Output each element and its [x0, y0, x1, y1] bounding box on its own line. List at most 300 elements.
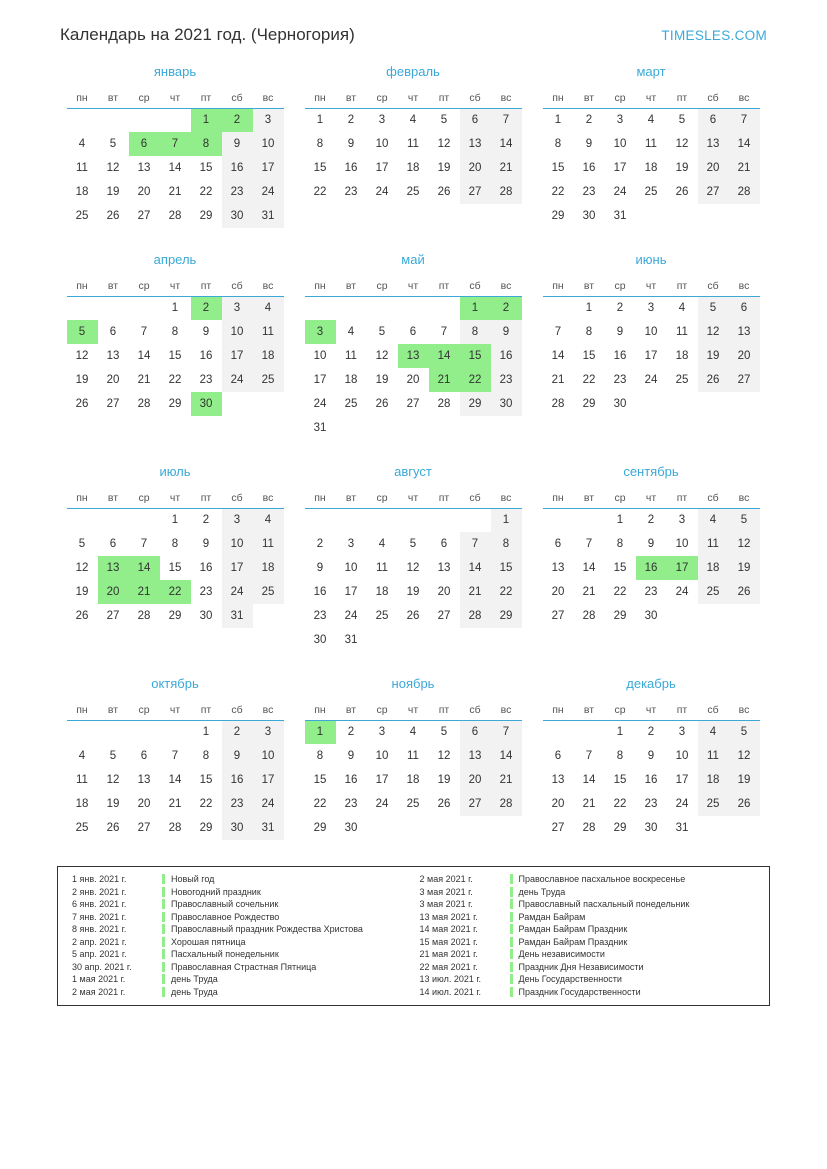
day-cell[interactable]: 31	[675, 822, 689, 834]
day-cell[interactable]: 10	[613, 138, 627, 150]
day-cell[interactable]: 12	[437, 138, 451, 150]
day-cell-weekend[interactable]: 26	[729, 792, 760, 816]
day-cell[interactable]: 3	[678, 514, 686, 527]
day-cell[interactable]: 12	[675, 138, 689, 150]
day-cell[interactable]: 21	[168, 186, 182, 198]
day-cell[interactable]: 28	[137, 398, 151, 410]
day-cell[interactable]: 10	[675, 538, 689, 550]
day-cell[interactable]: 30	[313, 634, 327, 646]
day-cell[interactable]: 13	[106, 350, 120, 362]
day-cell[interactable]: 1	[316, 114, 324, 127]
day-cell[interactable]: 16	[199, 350, 213, 362]
day-cell[interactable]: 2	[585, 114, 593, 127]
day-cell[interactable]: 23	[199, 374, 213, 386]
day-cell[interactable]: 26	[75, 398, 89, 410]
day-cell[interactable]: 12	[75, 562, 89, 574]
day-cell-weekend[interactable]: 12	[729, 744, 760, 768]
day-cell[interactable]: 19	[437, 774, 451, 786]
day-cell[interactable]: 16	[613, 350, 627, 362]
day-cell[interactable]: 14	[551, 350, 565, 362]
day-cell-holiday[interactable]: 17	[667, 556, 698, 580]
day-cell[interactable]: 10	[644, 326, 658, 338]
day-cell-weekend[interactable]: 16	[491, 344, 522, 368]
day-cell[interactable]: 13	[437, 562, 451, 574]
day-cell[interactable]: 14	[582, 774, 596, 786]
day-cell[interactable]: 23	[613, 374, 627, 386]
day-cell[interactable]: 24	[344, 610, 358, 622]
day-cell[interactable]: 11	[76, 774, 88, 786]
day-cell[interactable]: 6	[140, 750, 148, 762]
day-cell-weekend[interactable]: 31	[253, 816, 284, 840]
day-cell[interactable]: 23	[344, 186, 358, 198]
day-cell-holiday[interactable]: 15	[460, 344, 491, 368]
day-cell[interactable]: 8	[171, 326, 179, 338]
day-cell[interactable]: 26	[406, 610, 420, 622]
day-cell-holiday[interactable]: 5	[67, 320, 98, 344]
day-cell[interactable]: 27	[137, 822, 151, 834]
day-cell[interactable]: 3	[647, 302, 655, 315]
day-cell[interactable]: 23	[199, 586, 213, 598]
day-cell[interactable]: 26	[106, 210, 120, 222]
day-cell[interactable]: 14	[582, 562, 596, 574]
day-cell-holiday[interactable]: 2	[491, 296, 522, 320]
day-cell[interactable]: 21	[137, 374, 151, 386]
day-cell-weekend[interactable]: 25	[698, 792, 729, 816]
day-cell-weekend[interactable]: 15	[491, 556, 522, 580]
day-cell[interactable]: 29	[613, 822, 627, 834]
day-cell[interactable]: 9	[347, 138, 355, 150]
day-cell[interactable]: 15	[313, 162, 327, 174]
day-cell-weekend[interactable]: 14	[460, 556, 491, 580]
day-cell[interactable]: 5	[109, 138, 117, 150]
day-cell[interactable]: 29	[613, 610, 627, 622]
day-cell[interactable]: 26	[437, 186, 451, 198]
day-cell-weekend[interactable]: 30	[222, 204, 253, 228]
day-cell[interactable]: 19	[106, 186, 120, 198]
day-cell-weekend[interactable]: 5	[729, 508, 760, 532]
day-cell[interactable]: 18	[406, 162, 420, 174]
day-cell[interactable]: 6	[109, 326, 117, 338]
day-cell-weekend[interactable]: 22	[491, 580, 522, 604]
day-cell-holiday[interactable]: 20	[98, 580, 129, 604]
day-cell[interactable]: 6	[109, 538, 117, 550]
day-cell[interactable]: 8	[554, 138, 562, 150]
day-cell[interactable]: 16	[344, 774, 358, 786]
day-cell-holiday[interactable]: 14	[429, 344, 460, 368]
day-cell[interactable]: 25	[675, 374, 689, 386]
day-cell-weekend[interactable]: 6	[698, 108, 729, 132]
day-cell-weekend[interactable]: 8	[491, 532, 522, 556]
day-cell-weekend[interactable]: 14	[729, 132, 760, 156]
day-cell[interactable]: 11	[76, 162, 88, 174]
day-cell-weekend[interactable]: 1	[491, 508, 522, 532]
day-cell[interactable]: 28	[551, 398, 565, 410]
day-cell-weekend[interactable]: 4	[698, 508, 729, 532]
day-cell[interactable]: 23	[313, 610, 327, 622]
day-cell-weekend[interactable]: 14	[491, 132, 522, 156]
day-cell[interactable]: 10	[313, 350, 327, 362]
day-cell[interactable]: 7	[440, 326, 448, 338]
day-cell[interactable]: 10	[344, 562, 358, 574]
day-cell[interactable]: 26	[675, 186, 689, 198]
day-cell-weekend[interactable]: 6	[460, 720, 491, 744]
day-cell[interactable]: 4	[409, 726, 417, 739]
day-cell-weekend[interactable]: 4	[253, 296, 284, 320]
day-cell[interactable]: 1	[171, 514, 179, 527]
day-cell-holiday[interactable]: 3	[305, 320, 336, 344]
day-cell[interactable]: 5	[409, 538, 417, 550]
day-cell[interactable]: 8	[316, 750, 324, 762]
day-cell[interactable]: 6	[554, 538, 562, 550]
day-cell[interactable]: 12	[75, 350, 89, 362]
day-cell[interactable]: 18	[344, 374, 358, 386]
day-cell[interactable]: 17	[644, 350, 658, 362]
day-cell[interactable]: 16	[199, 562, 213, 574]
day-cell[interactable]: 18	[75, 798, 89, 810]
day-cell[interactable]: 22	[582, 374, 596, 386]
day-cell[interactable]: 9	[347, 750, 355, 762]
day-cell[interactable]: 18	[75, 186, 89, 198]
day-cell[interactable]: 28	[582, 822, 596, 834]
day-cell-weekend[interactable]: 20	[729, 344, 760, 368]
day-cell-weekend[interactable]: 29	[491, 604, 522, 628]
day-cell-weekend[interactable]: 20	[698, 156, 729, 180]
day-cell-weekend[interactable]: 5	[729, 720, 760, 744]
day-cell-weekend[interactable]: 3	[222, 508, 253, 532]
day-cell[interactable]: 24	[375, 186, 389, 198]
day-cell[interactable]: 15	[613, 562, 627, 574]
day-cell[interactable]: 9	[202, 326, 210, 338]
day-cell[interactable]: 11	[645, 138, 657, 150]
day-cell-weekend[interactable]: 16	[222, 768, 253, 792]
day-cell-weekend[interactable]: 10	[222, 320, 253, 344]
day-cell[interactable]: 1	[171, 302, 179, 315]
day-cell[interactable]: 29	[199, 822, 213, 834]
day-cell[interactable]: 20	[551, 798, 565, 810]
day-cell[interactable]: 29	[168, 398, 182, 410]
day-cell-holiday[interactable]: 22	[460, 368, 491, 392]
day-cell[interactable]: 25	[406, 186, 420, 198]
day-cell[interactable]: 4	[347, 326, 355, 338]
day-cell[interactable]: 11	[407, 138, 419, 150]
day-cell[interactable]: 26	[437, 798, 451, 810]
day-cell[interactable]: 24	[644, 374, 658, 386]
day-cell-holiday[interactable]: 21	[429, 368, 460, 392]
day-cell[interactable]: 17	[313, 374, 327, 386]
day-cell[interactable]: 24	[375, 798, 389, 810]
day-cell[interactable]: 3	[378, 114, 386, 127]
day-cell[interactable]: 16	[344, 162, 358, 174]
day-cell[interactable]: 30	[199, 610, 213, 622]
day-cell[interactable]: 2	[316, 538, 324, 550]
day-cell-weekend[interactable]: 9	[222, 744, 253, 768]
day-cell-holiday[interactable]: 1	[460, 296, 491, 320]
day-cell-weekend[interactable]: 30	[491, 392, 522, 416]
day-cell[interactable]: 27	[106, 398, 120, 410]
day-cell[interactable]: 29	[199, 210, 213, 222]
day-cell[interactable]: 10	[375, 138, 389, 150]
day-cell[interactable]: 24	[613, 186, 627, 198]
day-cell[interactable]: 30	[613, 398, 627, 410]
day-cell-weekend[interactable]: 24	[222, 368, 253, 392]
day-cell-weekend[interactable]: 21	[491, 768, 522, 792]
day-cell[interactable]: 12	[106, 162, 120, 174]
day-cell-holiday[interactable]: 1	[191, 108, 222, 132]
day-cell-weekend[interactable]: 25	[698, 580, 729, 604]
day-cell[interactable]: 29	[582, 398, 596, 410]
day-cell-holiday[interactable]: 8	[191, 132, 222, 156]
day-cell[interactable]: 29	[551, 210, 565, 222]
day-cell[interactable]: 24	[675, 798, 689, 810]
day-cell[interactable]: 19	[75, 586, 89, 598]
day-cell[interactable]: 30	[344, 822, 358, 834]
day-cell-weekend[interactable]: 9	[222, 132, 253, 156]
day-cell[interactable]: 18	[675, 350, 689, 362]
day-cell-weekend[interactable]: 25	[253, 580, 284, 604]
day-cell[interactable]: 31	[613, 210, 627, 222]
day-cell-holiday[interactable]: 2	[191, 296, 222, 320]
day-cell-holiday[interactable]: 30	[191, 392, 222, 416]
day-cell[interactable]: 13	[551, 562, 565, 574]
day-cell[interactable]: 8	[585, 326, 593, 338]
day-cell[interactable]: 4	[409, 114, 417, 127]
day-cell-weekend[interactable]: 31	[253, 204, 284, 228]
day-cell[interactable]: 22	[613, 586, 627, 598]
day-cell[interactable]: 13	[137, 774, 151, 786]
day-cell[interactable]: 27	[137, 210, 151, 222]
day-cell[interactable]: 15	[199, 162, 213, 174]
day-cell-weekend[interactable]: 9	[491, 320, 522, 344]
day-cell[interactable]: 2	[616, 302, 624, 315]
day-cell[interactable]: 29	[313, 822, 327, 834]
day-cell-weekend[interactable]: 10	[253, 744, 284, 768]
day-cell-weekend[interactable]: 24	[222, 580, 253, 604]
day-cell[interactable]: 12	[437, 750, 451, 762]
day-cell[interactable]: 5	[109, 750, 117, 762]
day-cell-weekend[interactable]: 10	[253, 132, 284, 156]
day-cell[interactable]: 27	[437, 610, 451, 622]
day-cell-holiday[interactable]: 6	[129, 132, 160, 156]
day-cell[interactable]: 12	[406, 562, 420, 574]
day-cell[interactable]: 19	[437, 162, 451, 174]
day-cell[interactable]: 23	[644, 798, 658, 810]
day-cell[interactable]: 20	[137, 186, 151, 198]
day-cell[interactable]: 21	[582, 586, 596, 598]
day-cell-weekend[interactable]: 21	[460, 580, 491, 604]
day-cell[interactable]: 4	[78, 138, 86, 150]
day-cell[interactable]: 10	[675, 750, 689, 762]
day-cell[interactable]: 15	[199, 774, 213, 786]
day-cell[interactable]: 3	[678, 726, 686, 739]
day-cell[interactable]: 22	[551, 186, 565, 198]
day-cell[interactable]: 23	[644, 586, 658, 598]
day-cell-weekend[interactable]: 11	[698, 744, 729, 768]
day-cell-weekend[interactable]: 23	[491, 368, 522, 392]
day-cell-weekend[interactable]: 11	[253, 532, 284, 556]
day-cell[interactable]: 12	[106, 774, 120, 786]
day-cell[interactable]: 28	[168, 822, 182, 834]
day-cell[interactable]: 30	[644, 610, 658, 622]
day-cell-weekend[interactable]: 27	[698, 180, 729, 204]
day-cell-weekend[interactable]: 13	[460, 744, 491, 768]
day-cell[interactable]: 4	[78, 750, 86, 762]
day-cell[interactable]: 20	[437, 586, 451, 598]
day-cell-weekend[interactable]: 10	[222, 532, 253, 556]
day-cell[interactable]: 9	[647, 538, 655, 550]
day-cell[interactable]: 19	[406, 586, 420, 598]
day-cell-holiday[interactable]: 13	[98, 556, 129, 580]
day-cell[interactable]: 9	[616, 326, 624, 338]
day-cell-weekend[interactable]: 17	[222, 344, 253, 368]
day-cell[interactable]: 25	[75, 210, 89, 222]
day-cell[interactable]: 1	[616, 726, 624, 739]
day-cell-weekend[interactable]: 11	[253, 320, 284, 344]
day-cell-weekend[interactable]: 7	[491, 108, 522, 132]
day-cell[interactable]: 1	[585, 302, 593, 315]
day-cell[interactable]: 31	[344, 634, 358, 646]
day-cell-weekend[interactable]: 3	[222, 296, 253, 320]
day-cell[interactable]: 25	[406, 798, 420, 810]
day-cell[interactable]: 25	[344, 398, 358, 410]
day-cell[interactable]: 14	[168, 162, 182, 174]
day-cell[interactable]: 13	[137, 162, 151, 174]
day-cell-weekend[interactable]: 12	[698, 320, 729, 344]
day-cell[interactable]: 8	[202, 750, 210, 762]
day-cell[interactable]: 2	[347, 114, 355, 127]
day-cell[interactable]: 9	[585, 138, 593, 150]
day-cell[interactable]: 17	[675, 774, 689, 786]
day-cell[interactable]: 9	[316, 562, 324, 574]
day-cell-weekend[interactable]: 13	[460, 132, 491, 156]
day-cell-weekend[interactable]: 20	[460, 156, 491, 180]
day-cell-weekend[interactable]: 5	[698, 296, 729, 320]
day-cell[interactable]: 22	[313, 798, 327, 810]
day-cell[interactable]: 26	[106, 822, 120, 834]
day-cell-weekend[interactable]: 19	[729, 556, 760, 580]
day-cell[interactable]: 5	[378, 326, 386, 338]
day-cell[interactable]: 17	[613, 162, 627, 174]
day-cell[interactable]: 15	[582, 350, 596, 362]
day-cell-weekend[interactable]: 7	[729, 108, 760, 132]
day-cell[interactable]: 8	[616, 750, 624, 762]
day-cell-weekend[interactable]: 31	[222, 604, 253, 628]
day-cell-weekend[interactable]: 25	[253, 368, 284, 392]
day-cell-holiday[interactable]: 21	[129, 580, 160, 604]
day-cell[interactable]: 3	[616, 114, 624, 127]
day-cell[interactable]: 16	[644, 774, 658, 786]
day-cell[interactable]: 27	[551, 610, 565, 622]
day-cell-weekend[interactable]: 27	[729, 368, 760, 392]
day-cell-weekend[interactable]: 27	[460, 792, 491, 816]
day-cell[interactable]: 12	[375, 350, 389, 362]
day-cell-weekend[interactable]: 24	[253, 180, 284, 204]
day-cell[interactable]: 10	[375, 750, 389, 762]
day-cell[interactable]: 30	[582, 210, 596, 222]
day-cell[interactable]: 4	[678, 302, 686, 315]
day-cell-weekend[interactable]: 29	[460, 392, 491, 416]
day-cell-weekend[interactable]: 3	[253, 720, 284, 744]
day-cell[interactable]: 20	[551, 586, 565, 598]
day-cell[interactable]: 18	[644, 162, 658, 174]
day-cell-weekend[interactable]: 4	[253, 508, 284, 532]
day-cell[interactable]: 28	[168, 210, 182, 222]
day-cell-weekend[interactable]: 19	[729, 768, 760, 792]
day-cell[interactable]: 5	[440, 114, 448, 127]
day-cell[interactable]: 18	[375, 586, 389, 598]
day-cell[interactable]: 16	[582, 162, 596, 174]
day-cell[interactable]: 26	[75, 610, 89, 622]
day-cell[interactable]: 27	[106, 610, 120, 622]
day-cell[interactable]: 23	[344, 798, 358, 810]
day-cell[interactable]: 20	[106, 374, 120, 386]
day-cell[interactable]: 19	[106, 798, 120, 810]
day-cell[interactable]: 28	[137, 610, 151, 622]
day-cell[interactable]: 6	[409, 326, 417, 338]
day-cell[interactable]: 25	[644, 186, 658, 198]
day-cell-weekend[interactable]: 27	[460, 180, 491, 204]
day-cell[interactable]: 20	[406, 374, 420, 386]
day-cell[interactable]: 2	[647, 514, 655, 527]
day-cell-weekend[interactable]: 26	[729, 580, 760, 604]
day-cell[interactable]: 15	[168, 350, 182, 362]
day-cell[interactable]: 22	[199, 798, 213, 810]
day-cell-weekend[interactable]: 11	[698, 532, 729, 556]
day-cell-holiday[interactable]: 13	[398, 344, 429, 368]
day-cell[interactable]: 25	[75, 822, 89, 834]
day-cell[interactable]: 5	[78, 538, 86, 550]
site-brand[interactable]: TIMESLES.COM	[661, 27, 767, 43]
day-cell-weekend[interactable]: 28	[491, 792, 522, 816]
day-cell[interactable]: 15	[613, 774, 627, 786]
day-cell[interactable]: 3	[347, 538, 355, 550]
day-cell[interactable]: 7	[171, 750, 179, 762]
day-cell[interactable]: 21	[582, 798, 596, 810]
day-cell[interactable]: 19	[75, 374, 89, 386]
day-cell-weekend[interactable]: 7	[491, 720, 522, 744]
day-cell[interactable]: 15	[168, 562, 182, 574]
day-cell[interactable]: 9	[647, 750, 655, 762]
day-cell[interactable]: 22	[613, 798, 627, 810]
day-cell[interactable]: 7	[140, 326, 148, 338]
day-cell[interactable]: 4	[378, 538, 386, 550]
day-cell[interactable]: 8	[616, 538, 624, 550]
day-cell-weekend[interactable]: 17	[253, 156, 284, 180]
day-cell[interactable]: 7	[140, 538, 148, 550]
day-cell[interactable]: 17	[375, 162, 389, 174]
day-cell[interactable]: 15	[313, 774, 327, 786]
day-cell[interactable]: 6	[554, 750, 562, 762]
day-cell[interactable]: 17	[375, 774, 389, 786]
day-cell[interactable]: 11	[407, 750, 419, 762]
day-cell[interactable]: 2	[202, 514, 210, 527]
day-cell-weekend[interactable]: 13	[698, 132, 729, 156]
day-cell[interactable]: 24	[313, 398, 327, 410]
day-cell[interactable]: 24	[675, 586, 689, 598]
day-cell[interactable]: 11	[376, 562, 388, 574]
day-cell-holiday[interactable]: 7	[160, 132, 191, 156]
day-cell[interactable]: 22	[313, 186, 327, 198]
day-cell[interactable]: 21	[551, 374, 565, 386]
day-cell[interactable]: 17	[344, 586, 358, 598]
day-cell[interactable]: 7	[585, 538, 593, 550]
day-cell-weekend[interactable]: 21	[729, 156, 760, 180]
day-cell-weekend[interactable]: 7	[460, 532, 491, 556]
day-cell-weekend[interactable]: 28	[460, 604, 491, 628]
day-cell-weekend[interactable]: 17	[222, 556, 253, 580]
day-cell-weekend[interactable]: 12	[729, 532, 760, 556]
day-cell[interactable]: 13	[551, 774, 565, 786]
day-cell[interactable]: 5	[440, 726, 448, 739]
